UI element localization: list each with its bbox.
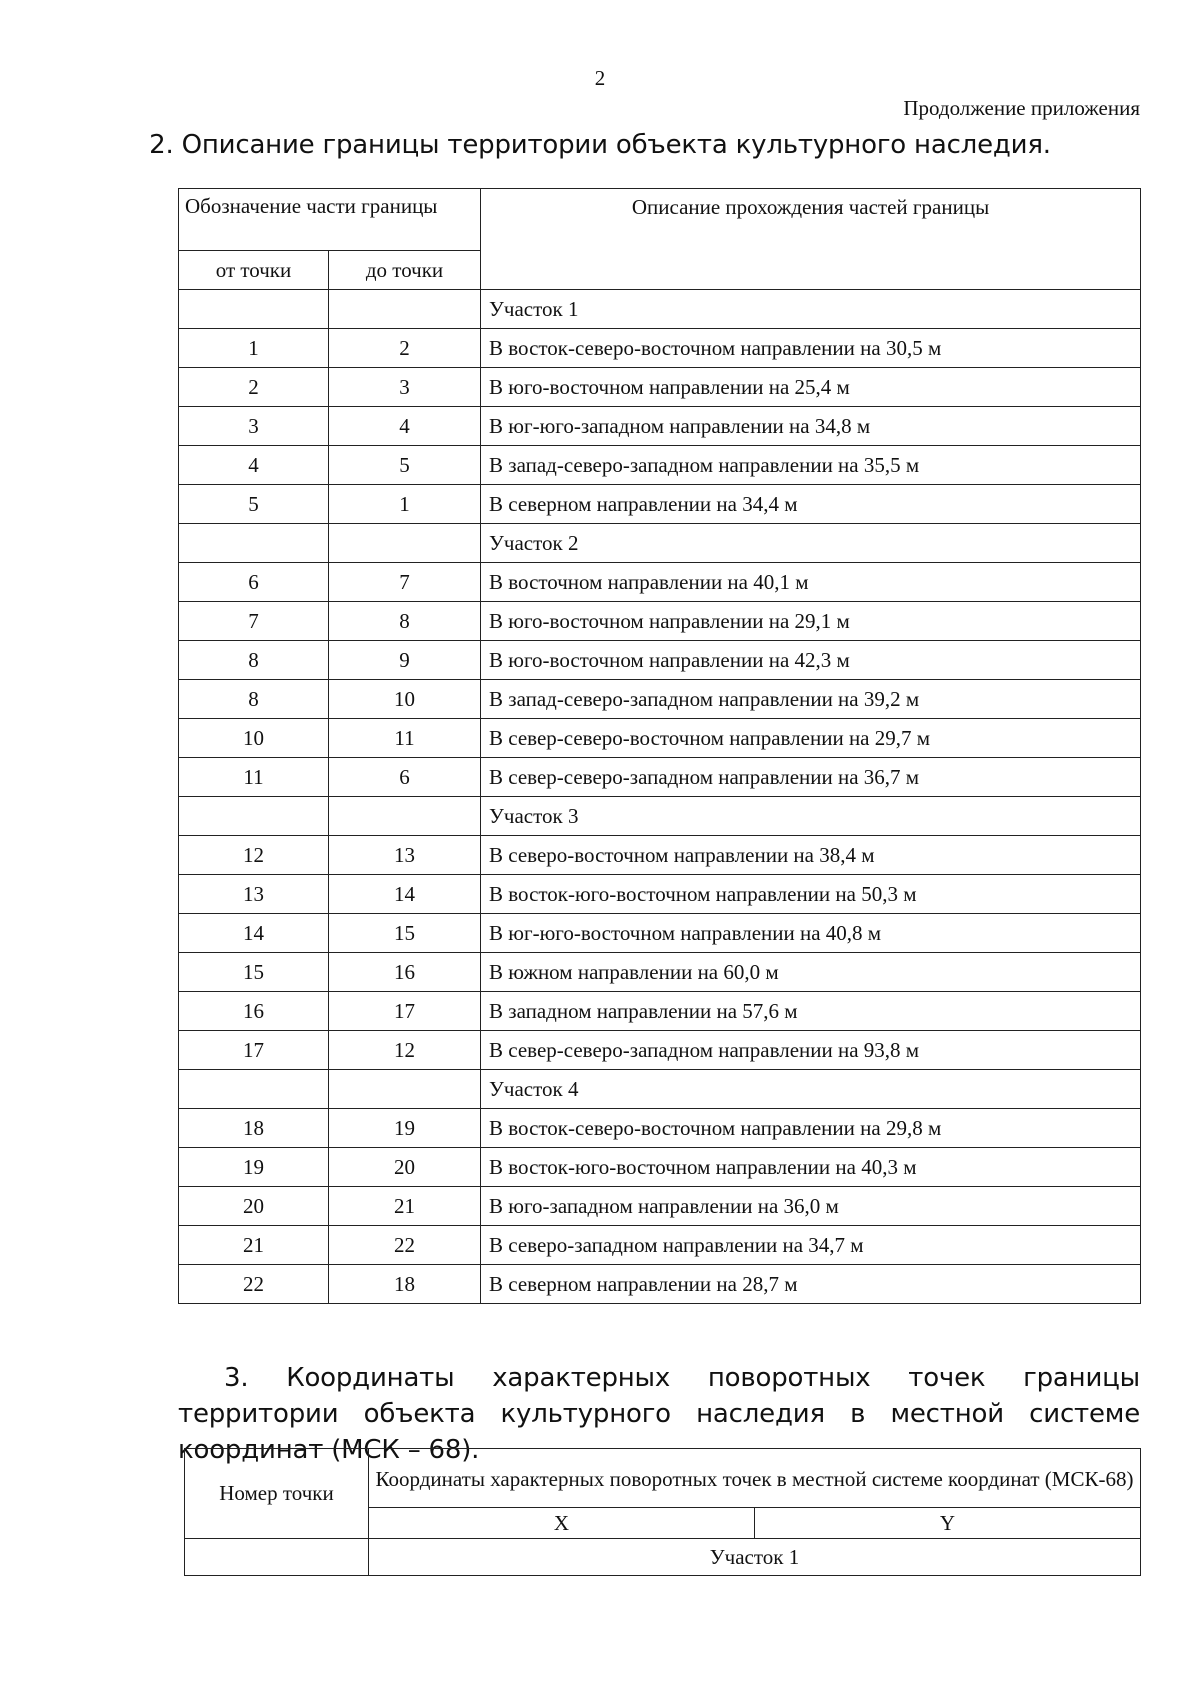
table-row bbox=[179, 992, 1141, 1031]
section-row bbox=[179, 524, 1141, 563]
description-cell: В юго-восточном направлении на 25,4 м bbox=[481, 368, 1141, 407]
table-row bbox=[179, 680, 1141, 719]
to-point-cell: 20 bbox=[329, 1148, 481, 1187]
header-from-point: от точки bbox=[179, 251, 329, 290]
header-y: Y bbox=[755, 1508, 1141, 1539]
section-label: Участок 1 bbox=[481, 290, 1141, 329]
description-cell: В юго-западном направлении на 36,0 м bbox=[481, 1187, 1141, 1226]
description-cell: В восток-северо-восточном направлении на 29,8 м bbox=[481, 1109, 1141, 1148]
table-row bbox=[179, 602, 1141, 641]
to-point-cell: 2 bbox=[329, 329, 481, 368]
header-point-number: Номер точки bbox=[185, 1449, 369, 1539]
header-to-point: до точки bbox=[329, 251, 481, 290]
from-point-cell: 15 bbox=[179, 953, 329, 992]
from-point-cell: 12 bbox=[179, 836, 329, 875]
table-row bbox=[179, 758, 1141, 797]
to-point-cell: 16 bbox=[329, 953, 481, 992]
to-point-cell: 1 bbox=[329, 485, 481, 524]
header-coordinates: Координаты характерных поворотных точек в местной системе координат (МСК-68) bbox=[369, 1449, 1141, 1508]
from-point-cell: 2 bbox=[179, 368, 329, 407]
description-cell: В восток-северо-восточном направлении на 30,5 м bbox=[481, 329, 1141, 368]
description-cell: В восток-юго-восточном направлении на 50,3 м bbox=[481, 875, 1141, 914]
to-point-cell: 18 bbox=[329, 1265, 481, 1304]
table-row bbox=[179, 1148, 1141, 1187]
coord-section-label: Участок 1 bbox=[369, 1539, 1141, 1576]
section-row bbox=[179, 1070, 1141, 1109]
coord-empty-cell bbox=[185, 1539, 369, 1576]
from-point-cell: 19 bbox=[179, 1148, 329, 1187]
section-label: Участок 3 bbox=[481, 797, 1141, 836]
from-point-cell: 17 bbox=[179, 1031, 329, 1070]
table-row bbox=[179, 1226, 1141, 1265]
to-point-cell: 9 bbox=[329, 641, 481, 680]
empty-cell bbox=[179, 797, 329, 836]
from-point-cell: 1 bbox=[179, 329, 329, 368]
table-row bbox=[179, 368, 1141, 407]
table-row bbox=[179, 446, 1141, 485]
to-point-cell: 3 bbox=[329, 368, 481, 407]
to-point-cell: 22 bbox=[329, 1226, 481, 1265]
to-point-cell: 8 bbox=[329, 602, 481, 641]
to-point-cell: 15 bbox=[329, 914, 481, 953]
section-2-title: 2. Описание границы территории объекта культурного наследия. bbox=[149, 130, 1051, 160]
description-cell: В южном направлении на 60,0 м bbox=[481, 953, 1141, 992]
from-point-cell: 8 bbox=[179, 680, 329, 719]
to-point-cell: 19 bbox=[329, 1109, 481, 1148]
description-cell: В север-северо-западном направлении на 93,8 м bbox=[481, 1031, 1141, 1070]
table-row bbox=[179, 407, 1141, 446]
coordinates-table bbox=[184, 1448, 1141, 1576]
from-point-cell: 14 bbox=[179, 914, 329, 953]
description-cell: В восточном направлении на 40,1 м bbox=[481, 563, 1141, 602]
section-row bbox=[179, 290, 1141, 329]
table-row bbox=[179, 1265, 1141, 1304]
description-cell: В север-северо-восточном направлении на 29,7 м bbox=[481, 719, 1141, 758]
empty-cell bbox=[179, 1070, 329, 1109]
description-cell: В северо-западном направлении на 34,7 м bbox=[481, 1226, 1141, 1265]
from-point-cell: 5 bbox=[179, 485, 329, 524]
boundary-table-body bbox=[179, 290, 1141, 1304]
to-point-cell: 6 bbox=[329, 758, 481, 797]
table-row bbox=[179, 875, 1141, 914]
to-point-cell: 17 bbox=[329, 992, 481, 1031]
table-row bbox=[179, 563, 1141, 602]
header-description: Описание прохождения частей границы bbox=[481, 189, 1141, 290]
from-point-cell: 4 bbox=[179, 446, 329, 485]
table-row bbox=[179, 329, 1141, 368]
description-cell: В север-северо-западном направлении на 36,7 м bbox=[481, 758, 1141, 797]
from-point-cell: 7 bbox=[179, 602, 329, 641]
to-point-cell: 10 bbox=[329, 680, 481, 719]
table-row bbox=[179, 1187, 1141, 1226]
from-point-cell: 22 bbox=[179, 1265, 329, 1304]
from-point-cell: 11 bbox=[179, 758, 329, 797]
to-point-cell: 12 bbox=[329, 1031, 481, 1070]
empty-cell bbox=[179, 290, 329, 329]
description-cell: В северном направлении на 34,4 м bbox=[481, 485, 1141, 524]
empty-cell bbox=[329, 524, 481, 563]
to-point-cell: 7 bbox=[329, 563, 481, 602]
section-row bbox=[179, 797, 1141, 836]
to-point-cell: 13 bbox=[329, 836, 481, 875]
from-point-cell: 10 bbox=[179, 719, 329, 758]
from-point-cell: 16 bbox=[179, 992, 329, 1031]
table-row bbox=[179, 485, 1141, 524]
boundary-table bbox=[178, 188, 1141, 1304]
empty-cell bbox=[329, 797, 481, 836]
to-point-cell: 5 bbox=[329, 446, 481, 485]
table-row bbox=[179, 1109, 1141, 1148]
description-cell: В восток-юго-восточном направлении на 40,3 м bbox=[481, 1148, 1141, 1187]
table-row bbox=[179, 719, 1141, 758]
from-point-cell: 20 bbox=[179, 1187, 329, 1226]
description-cell: В юго-восточном направлении на 42,3 м bbox=[481, 641, 1141, 680]
from-point-cell: 18 bbox=[179, 1109, 329, 1148]
description-cell: В юг-юго-восточном направлении на 40,8 м bbox=[481, 914, 1141, 953]
to-point-cell: 11 bbox=[329, 719, 481, 758]
description-cell: В юг-юго-западном направлении на 34,8 м bbox=[481, 407, 1141, 446]
description-cell: В юго-восточном направлении на 29,1 м bbox=[481, 602, 1141, 641]
from-point-cell: 21 bbox=[179, 1226, 329, 1265]
description-cell: В запад-северо-западном направлении на 35,5 м bbox=[481, 446, 1141, 485]
description-cell: В северо-восточном направлении на 38,4 м bbox=[481, 836, 1141, 875]
header-x: X bbox=[369, 1508, 755, 1539]
description-cell: В западном направлении на 57,6 м bbox=[481, 992, 1141, 1031]
page-number: 2 bbox=[594, 66, 606, 90]
coord-section-row bbox=[185, 1539, 1141, 1576]
from-point-cell: 13 bbox=[179, 875, 329, 914]
table-row bbox=[179, 953, 1141, 992]
description-cell: В северном направлении на 28,7 м bbox=[481, 1265, 1141, 1304]
section-label: Участок 4 bbox=[481, 1070, 1141, 1109]
from-point-cell: 6 bbox=[179, 563, 329, 602]
description-cell: В запад-северо-западном направлении на 39,2 м bbox=[481, 680, 1141, 719]
table-row bbox=[179, 1031, 1141, 1070]
from-point-cell: 8 bbox=[179, 641, 329, 680]
to-point-cell: 21 bbox=[329, 1187, 481, 1226]
to-point-cell: 4 bbox=[329, 407, 481, 446]
header-boundary-part: Обозначение части границы bbox=[179, 189, 481, 251]
table-row bbox=[179, 836, 1141, 875]
empty-cell bbox=[179, 524, 329, 563]
appendix-note: Продолжение приложения bbox=[903, 96, 1140, 120]
empty-cell bbox=[329, 1070, 481, 1109]
table-row bbox=[179, 641, 1141, 680]
table-row bbox=[179, 914, 1141, 953]
from-point-cell: 3 bbox=[179, 407, 329, 446]
empty-cell bbox=[329, 290, 481, 329]
section-label: Участок 2 bbox=[481, 524, 1141, 563]
section-3-title: 3. Координаты характерных поворотных точек границы территории объекта культурного наследия в местной системе координат (МСК – 68). bbox=[178, 1363, 1140, 1465]
to-point-cell: 14 bbox=[329, 875, 481, 914]
